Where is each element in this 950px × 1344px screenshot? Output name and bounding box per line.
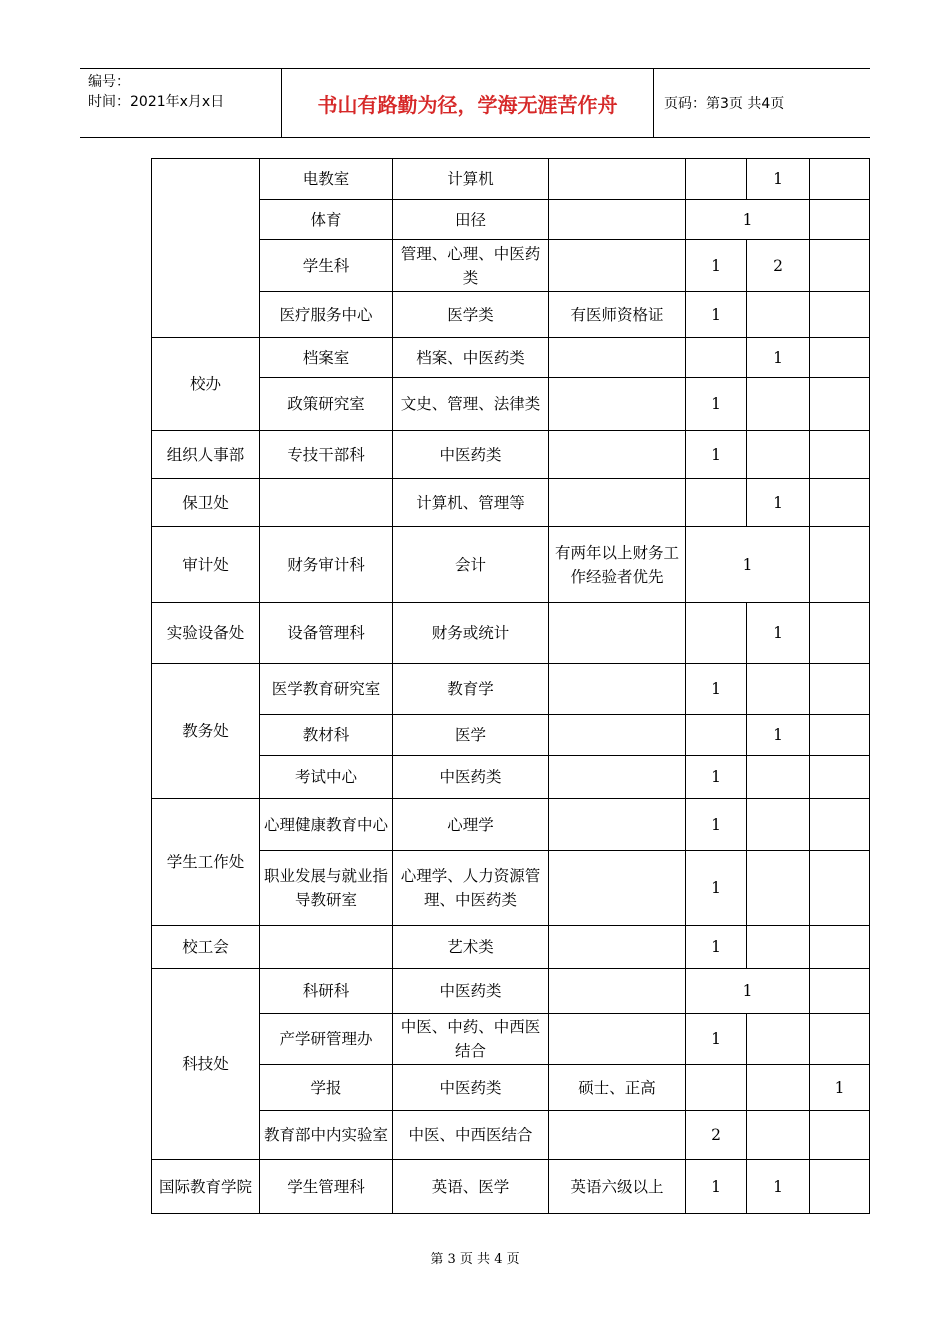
table-cell: 有医师资格证 xyxy=(549,292,686,338)
table-cell: 会计 xyxy=(393,527,549,603)
table-cell: 电教室 xyxy=(260,159,393,200)
table-row xyxy=(152,756,870,799)
table-cell: 艺术类 xyxy=(393,926,549,969)
table-row xyxy=(152,159,870,200)
table-cell: 硕士、正高 xyxy=(549,1065,686,1111)
table-cell xyxy=(810,200,870,240)
table-cell: 有两年以上财务工作经验者优先 xyxy=(549,527,686,603)
table-cell xyxy=(549,200,686,240)
table-cell: 学报 xyxy=(260,1065,393,1111)
table-cell: 心理学、人力资源管理、中医药类 xyxy=(393,851,549,926)
table-cell: 英语、医学 xyxy=(393,1160,549,1214)
table-cell: 1 xyxy=(686,799,747,851)
table-row xyxy=(152,664,870,715)
table-cell: 1 xyxy=(686,1014,747,1065)
table-cell xyxy=(549,159,686,200)
table-cell: 教育部中内实验室 xyxy=(260,1111,393,1160)
table-cell: 教育学 xyxy=(393,664,549,715)
table-cell xyxy=(549,1111,686,1160)
table-cell: 中医、中西医结合 xyxy=(393,1111,549,1160)
table-cell: 专技干部科 xyxy=(260,431,393,479)
table-cell: 职业发展与就业指导教研室 xyxy=(260,851,393,926)
table-cell xyxy=(549,431,686,479)
table-cell: 1 xyxy=(686,200,810,240)
header-motto: 书山有路勤为径，学海无涯苦作舟 xyxy=(281,69,654,137)
table-cell: 审计处 xyxy=(152,527,260,603)
table-cell: 2 xyxy=(686,1111,747,1160)
table-cell: 1 xyxy=(810,1065,870,1111)
table-cell: 档案室 xyxy=(260,338,393,378)
table-row xyxy=(152,527,870,603)
table-cell xyxy=(549,338,686,378)
table-cell xyxy=(810,338,870,378)
table-cell xyxy=(810,378,870,431)
table-row xyxy=(152,603,870,664)
table-cell: 组织人事部 xyxy=(152,431,260,479)
table-cell xyxy=(686,479,747,527)
page-footer: 第 3 页 共 4 页 xyxy=(430,1252,520,1267)
table-cell xyxy=(549,240,686,292)
table-cell xyxy=(747,1065,810,1111)
table-cell: 财务审计科 xyxy=(260,527,393,603)
table-row xyxy=(152,292,870,338)
table-cell: 1 xyxy=(686,1160,747,1214)
table-cell: 医学 xyxy=(393,715,549,756)
table-cell: 英语六级以上 xyxy=(549,1160,686,1214)
table-cell: 1 xyxy=(686,756,747,799)
table-cell xyxy=(747,1111,810,1160)
document-date: 时间：2021年x月x日 xyxy=(88,94,225,110)
table-cell: 1 xyxy=(686,969,810,1014)
table-cell: 1 xyxy=(747,479,810,527)
table-cell xyxy=(810,969,870,1014)
table-row xyxy=(152,1014,870,1065)
table-cell: 1 xyxy=(747,338,810,378)
table-cell xyxy=(549,479,686,527)
table-cell: 文史、管理、法律类 xyxy=(393,378,549,431)
table-cell: 心理学 xyxy=(393,799,549,851)
table-cell xyxy=(549,851,686,926)
table-cell: 1 xyxy=(686,527,810,603)
table-cell: 财务或统计 xyxy=(393,603,549,664)
table-cell xyxy=(686,338,747,378)
table-cell xyxy=(686,1065,747,1111)
table-cell: 科研科 xyxy=(260,969,393,1014)
table-row xyxy=(152,338,870,378)
table-cell: 考试中心 xyxy=(260,756,393,799)
table-cell xyxy=(810,756,870,799)
table-cell: 1 xyxy=(686,851,747,926)
table-cell xyxy=(747,926,810,969)
table-cell: 学生工作处 xyxy=(152,799,260,926)
table-cell: 计算机、管理等 xyxy=(393,479,549,527)
table-cell: 计算机 xyxy=(393,159,549,200)
table-cell: 校办 xyxy=(152,338,260,431)
table-cell: 医疗服务中心 xyxy=(260,292,393,338)
table-cell xyxy=(810,799,870,851)
table-cell: 1 xyxy=(686,292,747,338)
table-cell: 1 xyxy=(686,431,747,479)
table-cell: 体育 xyxy=(260,200,393,240)
table-row xyxy=(152,926,870,969)
table-cell: 国际教育学院 xyxy=(152,1160,260,1214)
table-cell xyxy=(549,969,686,1014)
table-cell xyxy=(260,926,393,969)
table-cell xyxy=(747,664,810,715)
table-cell: 学生科 xyxy=(260,240,393,292)
table-cell: 校工会 xyxy=(152,926,260,969)
table-row xyxy=(152,200,870,240)
table-row xyxy=(152,715,870,756)
table-row xyxy=(152,851,870,926)
table-cell: 医学教育研究室 xyxy=(260,664,393,715)
table-cell xyxy=(810,715,870,756)
table-cell: 中医、中药、中西医结合 xyxy=(393,1014,549,1065)
table-cell xyxy=(549,1014,686,1065)
table-cell xyxy=(747,378,810,431)
table-cell: 中医药类 xyxy=(393,756,549,799)
table-cell: 1 xyxy=(747,715,810,756)
table-row xyxy=(152,969,870,1014)
table-cell: 档案、中医药类 xyxy=(393,338,549,378)
table-cell xyxy=(747,851,810,926)
table-cell: 中医药类 xyxy=(393,431,549,479)
table-cell xyxy=(810,527,870,603)
recruitment-table xyxy=(151,158,870,1214)
table-cell xyxy=(549,603,686,664)
table-cell xyxy=(810,1111,870,1160)
table-cell: 学生管理科 xyxy=(260,1160,393,1214)
table-cell xyxy=(747,756,810,799)
table-cell: 1 xyxy=(686,240,747,292)
table-cell xyxy=(810,664,870,715)
table-cell xyxy=(549,799,686,851)
table-cell xyxy=(810,240,870,292)
table-cell: 2 xyxy=(747,240,810,292)
table-cell xyxy=(810,603,870,664)
table-cell xyxy=(810,431,870,479)
table-cell xyxy=(810,292,870,338)
header-page-number: 页码：第3页 共4页 xyxy=(664,96,785,112)
table-cell xyxy=(810,851,870,926)
table-cell xyxy=(810,159,870,200)
table-cell: 管理、心理、中医药类 xyxy=(393,240,549,292)
table-cell: 1 xyxy=(747,1160,810,1214)
table-cell: 1 xyxy=(686,378,747,431)
table-cell xyxy=(686,715,747,756)
table-cell xyxy=(549,664,686,715)
table-cell xyxy=(810,1160,870,1214)
table-cell: 1 xyxy=(747,603,810,664)
table-cell xyxy=(686,159,747,200)
table-cell xyxy=(549,715,686,756)
table-cell xyxy=(260,479,393,527)
table-row xyxy=(152,1160,870,1214)
table-cell: 中医药类 xyxy=(393,969,549,1014)
table-cell xyxy=(747,1014,810,1065)
table-row xyxy=(152,799,870,851)
table-cell: 中医药类 xyxy=(393,1065,549,1111)
table-row xyxy=(152,479,870,527)
table-cell xyxy=(549,926,686,969)
table-row xyxy=(152,240,870,292)
table-cell xyxy=(152,159,260,338)
table-cell: 保卫处 xyxy=(152,479,260,527)
table-cell: 心理健康教育中心 xyxy=(260,799,393,851)
table-cell xyxy=(549,378,686,431)
table-cell xyxy=(747,292,810,338)
table-row xyxy=(152,1065,870,1111)
table-cell xyxy=(810,1014,870,1065)
table-cell xyxy=(810,926,870,969)
table-cell xyxy=(810,479,870,527)
table-cell: 医学类 xyxy=(393,292,549,338)
table-row xyxy=(152,378,870,431)
table-cell: 教材科 xyxy=(260,715,393,756)
table-cell: 产学研管理办 xyxy=(260,1014,393,1065)
table-cell xyxy=(686,603,747,664)
table-cell: 田径 xyxy=(393,200,549,240)
table-cell: 1 xyxy=(686,664,747,715)
table-cell xyxy=(747,431,810,479)
table-cell: 教务处 xyxy=(152,664,260,799)
table-cell: 1 xyxy=(686,926,747,969)
table-cell xyxy=(549,756,686,799)
table-cell: 设备管理科 xyxy=(260,603,393,664)
page-header xyxy=(80,68,870,138)
table-cell: 科技处 xyxy=(152,969,260,1160)
table-row xyxy=(152,431,870,479)
document-number-label: 编号： xyxy=(88,74,130,90)
table-cell: 1 xyxy=(747,159,810,200)
header-meta xyxy=(80,69,281,137)
table-cell: 政策研究室 xyxy=(260,378,393,431)
table-cell xyxy=(747,799,810,851)
table-row xyxy=(152,1111,870,1160)
table-cell: 实验设备处 xyxy=(152,603,260,664)
